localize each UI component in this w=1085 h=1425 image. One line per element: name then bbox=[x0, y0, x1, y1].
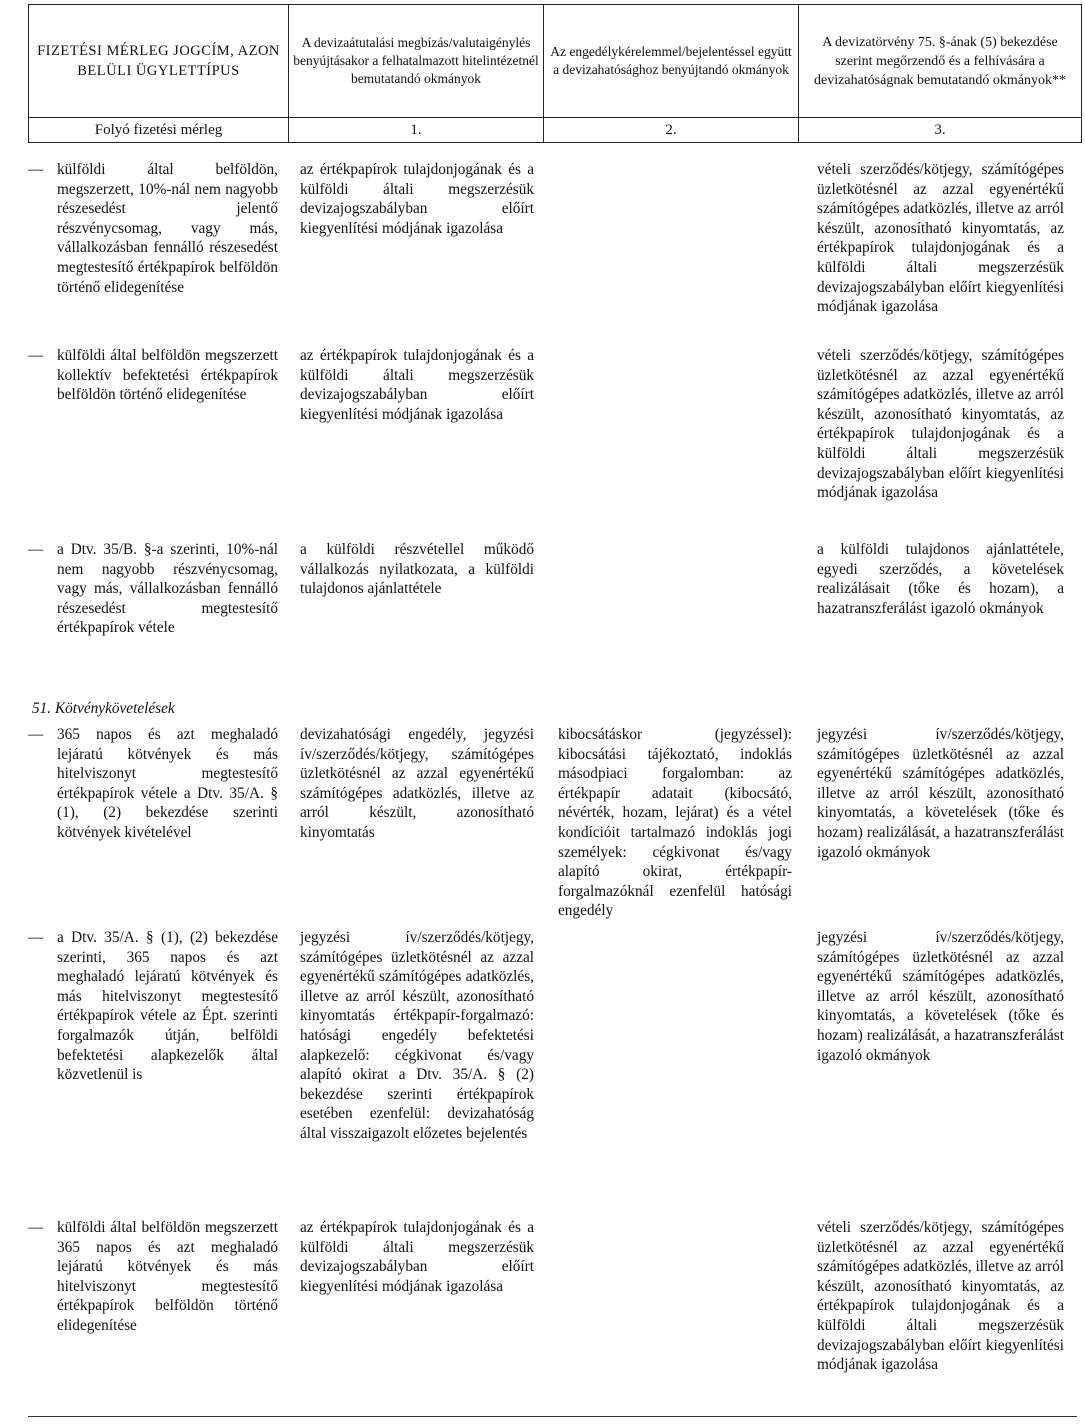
row-6-bank-docs: az értékpapírok tulajdonjogának és a külföldi általi megszerzésük devizajogszabályban előírt kiegyenlítési módjának igazolása bbox=[300, 1219, 534, 1295]
row-dash: — bbox=[28, 929, 44, 946]
row-4-bank-docs: devizahatósági engedély, jegyzési ív/szerződés/kötjegy, számítógépes üzletkötésnél az azzal egyenértékű számítógépes adatközlés, illetve az arról készült, azonosítható kinyomtatás bbox=[300, 726, 534, 841]
header-col-authority-docs: Az engedélykérelemmel/bejelentéssel együtt a devizahatósághoz benyújtandó okmányok bbox=[544, 5, 799, 118]
row-5-kept-docs: jegyzési ív/szerződés/kötjegy, számítógépes üzletkötésnél az azzal egyenértékű számítógépes adatközlés, illetve az arról készült, azonosítható kinyomtatás, a követelések (tőke és hozam) realizálását, a hazatranszferálást igazoló okmányok bbox=[817, 929, 1064, 1064]
row-1-type: külföldi által belföldön, megszerzett, 10%-nál nem nagyobb részesedést jelentő részvénycsomag, vagy más, vállalkozásban fennálló részesedést megtestesítő értékpapírok belföldön történő elidegenítése bbox=[57, 161, 278, 296]
row-1-kept-docs: vételi szerződés/kötjegy, számítógépes üzletkötésnél az azzal egyenértékű számítógépes adatközlés, illetve az arról készült, azonosítható kinyomtatás, az értékpapírok tulajdonjogának és a külföldi általi megszerzésük devizajogszabályban előírt kiegyenlítési módjának igazolása bbox=[817, 161, 1064, 316]
row-6-kept-docs: vételi szerződés/kötjegy, számítógépes üzletkötésnél az azzal egyenértékű számítógépes adatközlés, illetve az arról készült, azonosítható kinyomtatás, az értékpapírok tulajdonjogának és a külföldi általi megszerzésük devizajogszabályban előírt kiegyenlítési módjának igazolása bbox=[817, 1219, 1064, 1374]
row-5-type: a Dtv. 35/A. § (1), (2) bekezdése szerinti, 365 napos és azt meghaladó lejáratú kötvények és más hitelviszonyt megtestesítő értékpapírok vétele az Épt. szerinti forgalmazók útján, belföldi befektetési alapkezelők által közvetlenül is bbox=[57, 929, 278, 1084]
row-3-type: a Dtv. 35/B. §-a szerinti, 10%-nál nem nagyobb részvénycsomag, vagy más, vállalkozásban fennálló részesedést megtestesítő értékpapírok vétele bbox=[57, 541, 278, 637]
header-num-0: Folyó fizetési mérleg bbox=[29, 118, 289, 143]
row-dash: — bbox=[28, 726, 44, 743]
header-col-title: FIZETÉSI MÉRLEG JOGCÍM, AZON BELÜLI ÜGYLETTÍPUS bbox=[29, 5, 289, 118]
row-4-kept-docs: jegyzési ív/szerződés/kötjegy, számítógépes üzletkötésnél az azzal egyenértékű számítógépes adatközlés, illetve az arról készült, azonosítható kinyomtatás, a követelések (tőke és hozam) realizálását, a hazatranszferálást igazoló okmányok bbox=[817, 726, 1064, 861]
row-4-type: 365 napos és azt meghaladó lejáratú kötvények és más hitelviszonyt megtestesítő értékpapírok vétele a Dtv. 35/A. § (1), (2) bekezdése szerinti kötvények kivételével bbox=[57, 726, 278, 841]
row-2-bank-docs: az értékpapírok tulajdonjogának és a külföldi általi megszerzésük devizajogszabályban előírt kiegyenlítési módjának igazolása bbox=[300, 347, 534, 423]
row-3-kept-docs: a külföldi tulajdonos ajánlattétele, egyedi szerződés, a követelések realizálásait (tőke és hozam), a hazatranszferálást igazoló okmányok bbox=[817, 541, 1064, 617]
section-title: 51. Kötvénykövetelések bbox=[32, 700, 175, 717]
header-col-kept-docs: A devizatörvény 75. §-ának (5) bekezdése szerint megőrzendő és a felhívására a devizahatóságnak bemutatandó okmányok** bbox=[799, 5, 1082, 118]
row-4-authority-docs: kibocsátáskor (jegyzéssel): kibocsátási tájékoztató, indoklás másodpiaci forgalomban: az értékpapír adatait (kibocsátó, névérték, hozam, lejárat) és a vétel kondícióit tartalmazó indoklás jogi személyek: cégkivonat és/vagy alapító okirat, értékpapír-forgalmazóknál ezenfelül hatósági engedély bbox=[558, 726, 792, 920]
row-dash: — bbox=[28, 347, 44, 364]
row-dash: — bbox=[28, 1219, 44, 1236]
row-5-bank-docs: jegyzési ív/szerződés/kötjegy, számítógépes üzletkötésnél az azzal egyenértékű számítógépes adatközlés, illetve az arról készült, azonosítható kinyomtatás értékpapír-forgalmazó: hatósági engedély befektetési alapkezelő: cégkivonat és/vagy alapító okirat a Dtv. 35/A. § (2) bekezdése szerinti értékpapírok esetében ezenfelül: devizahatóság által visszaigazolt előzetes bejelentés bbox=[300, 929, 534, 1142]
header-col-bank-docs: A devizaátutalási megbízás/valutaigénylés benyújtásakor a felhatalmazott hitelintézetnél bemutatandó okmányok bbox=[289, 5, 544, 118]
row-6-type: külföldi által belföldön megszerzett 365 napos és azt meghaladó lejáratú kötvények és más hitelviszonyt megtestesítő értékpapírok belföldön történő elidegenítése bbox=[57, 1219, 278, 1334]
bottom-rule bbox=[28, 1416, 1077, 1417]
row-3-bank-docs: a külföldi részvétellel működő vállalkozás nyilatkozata, a külföldi tulajdonos ajánlattétele bbox=[300, 541, 534, 598]
row-2-type: külföldi által belföldön megszerzett kollektív befektetési értékpapírok belföldön történő elidegenítése bbox=[57, 347, 278, 404]
header-num-1: 1. bbox=[289, 118, 544, 143]
header-num-3: 3. bbox=[799, 118, 1082, 143]
row-1-bank-docs: az értékpapírok tulajdonjogának és a külföldi általi megszerzésük devizajogszabályban előírt kiegyenlítési módjának igazolása bbox=[300, 161, 534, 237]
header-num-2: 2. bbox=[544, 118, 799, 143]
row-dash: — bbox=[28, 161, 44, 178]
row-dash: — bbox=[28, 541, 44, 558]
row-2-kept-docs: vételi szerződés/kötjegy, számítógépes üzletkötésnél az azzal egyenértékű számítógépes adatközlés, illetve az arról készült, azonosítható kinyomtatás, az értékpapírok tulajdonjogának és a külföldi általi megszerzésük devizajogszabályban előírt kiegyenlítési módjának igazolása bbox=[817, 347, 1064, 502]
